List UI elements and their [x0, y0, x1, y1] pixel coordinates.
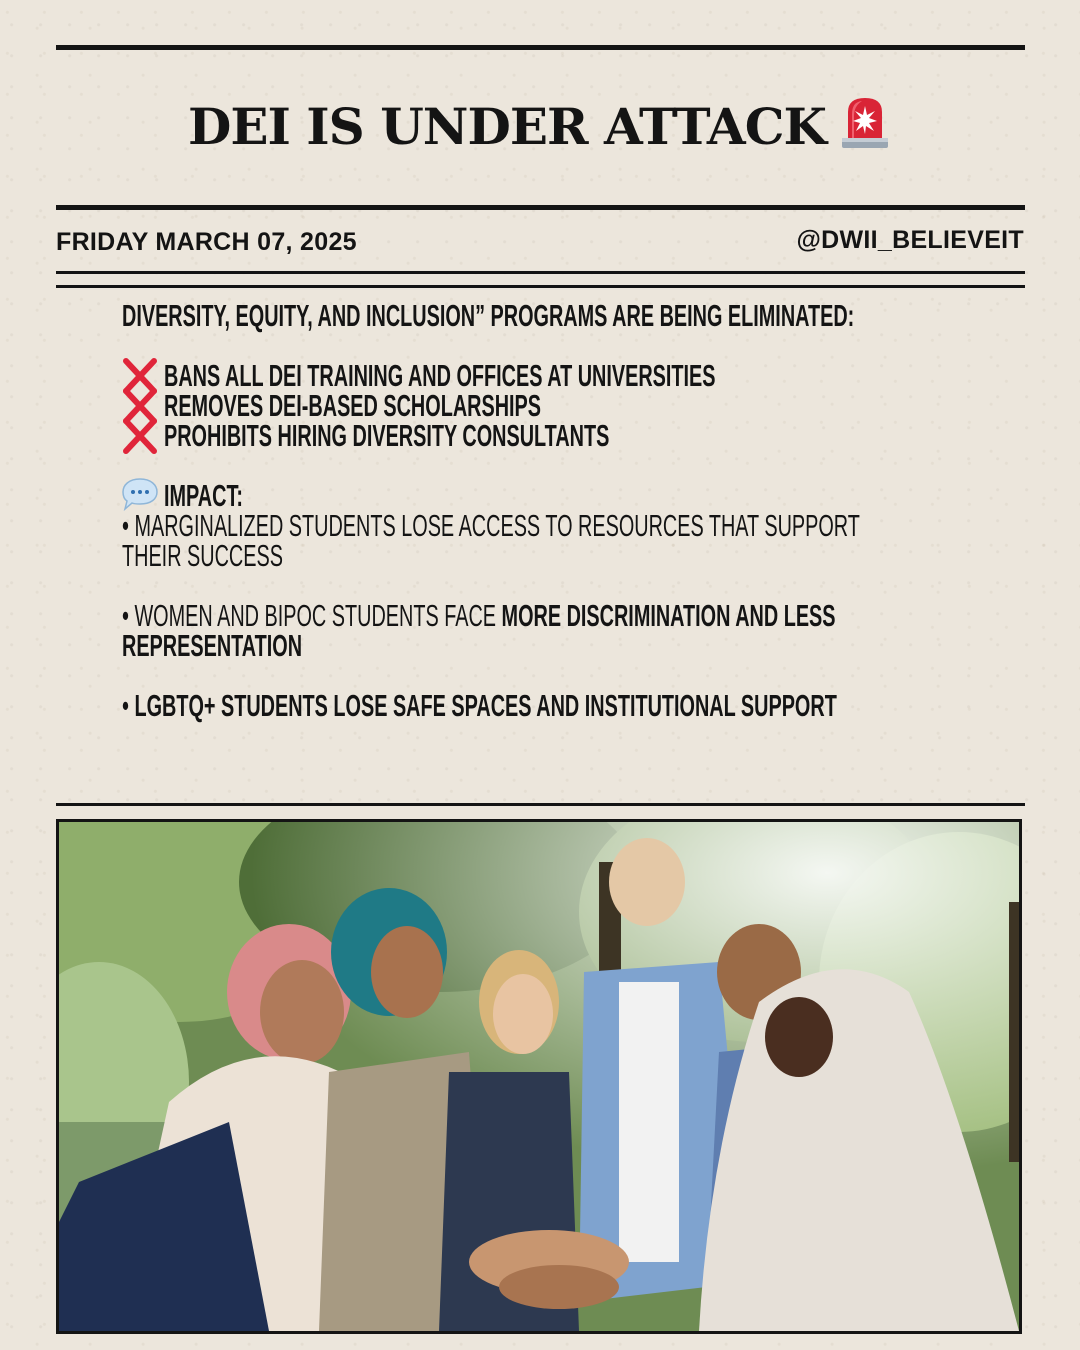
- date-rule-upper: [56, 271, 1025, 274]
- impact-item-1: • MARGINALIZED STUDENTS LOSE ACCESS TO RESOURCES THAT SUPPORT: [122, 508, 860, 543]
- speech-bubble-icon: [121, 477, 159, 511]
- ban-item: BANS ALL DEI TRAINING AND OFFICES AT UNIVERSITIES: [164, 358, 716, 393]
- headline-text: DEI IS UNDER ATTACK: [188, 97, 826, 156]
- cross-mark-icon: [122, 417, 158, 455]
- impact-item-3-bullet: •: [122, 688, 135, 723]
- ban-item: PROHIBITS HIRING DIVERSITY CONSULTANTS: [164, 418, 610, 453]
- ban-item: REMOVES DEI-BASED SCHOLARSHIPS: [164, 388, 542, 423]
- date-rule-lower: [56, 285, 1025, 288]
- students-photo-illustration: [59, 822, 1019, 1331]
- impact-item-3: [122, 690, 837, 721]
- publish-date: FRIDAY MARCH 07, 2025: [56, 228, 357, 256]
- photo-rule: [56, 803, 1025, 806]
- impact-item-3-emphasis: LGBTQ+ STUDENTS LOSE SAFE SPACES AND INSTITUTIONAL SUPPORT: [134, 688, 837, 723]
- impact-label: IMPACT:: [164, 478, 243, 513]
- police-siren-icon: [838, 94, 892, 150]
- impact-item-2-cont: REPRESENTATION: [122, 628, 303, 663]
- social-handle: @DWII_BELIEVEIT: [796, 226, 1024, 254]
- intro-text: DIVERSITY, EQUITY, AND INCLUSION” PROGRAMS ARE BEING ELIMINATED:: [122, 298, 855, 333]
- impact-item-2-text: • WOMEN AND BIPOC STUDENTS FACE: [122, 598, 502, 633]
- impact-item-1-cont: THEIR SUCCESS: [122, 538, 283, 573]
- top-rule: [56, 45, 1025, 50]
- impact-item-2: [122, 600, 836, 631]
- impact-item-2-emphasis: MORE DISCRIMINATION AND LESS: [501, 598, 836, 633]
- headline: [0, 94, 1080, 156]
- mid-rule: [56, 205, 1025, 210]
- students-photo: [56, 819, 1022, 1334]
